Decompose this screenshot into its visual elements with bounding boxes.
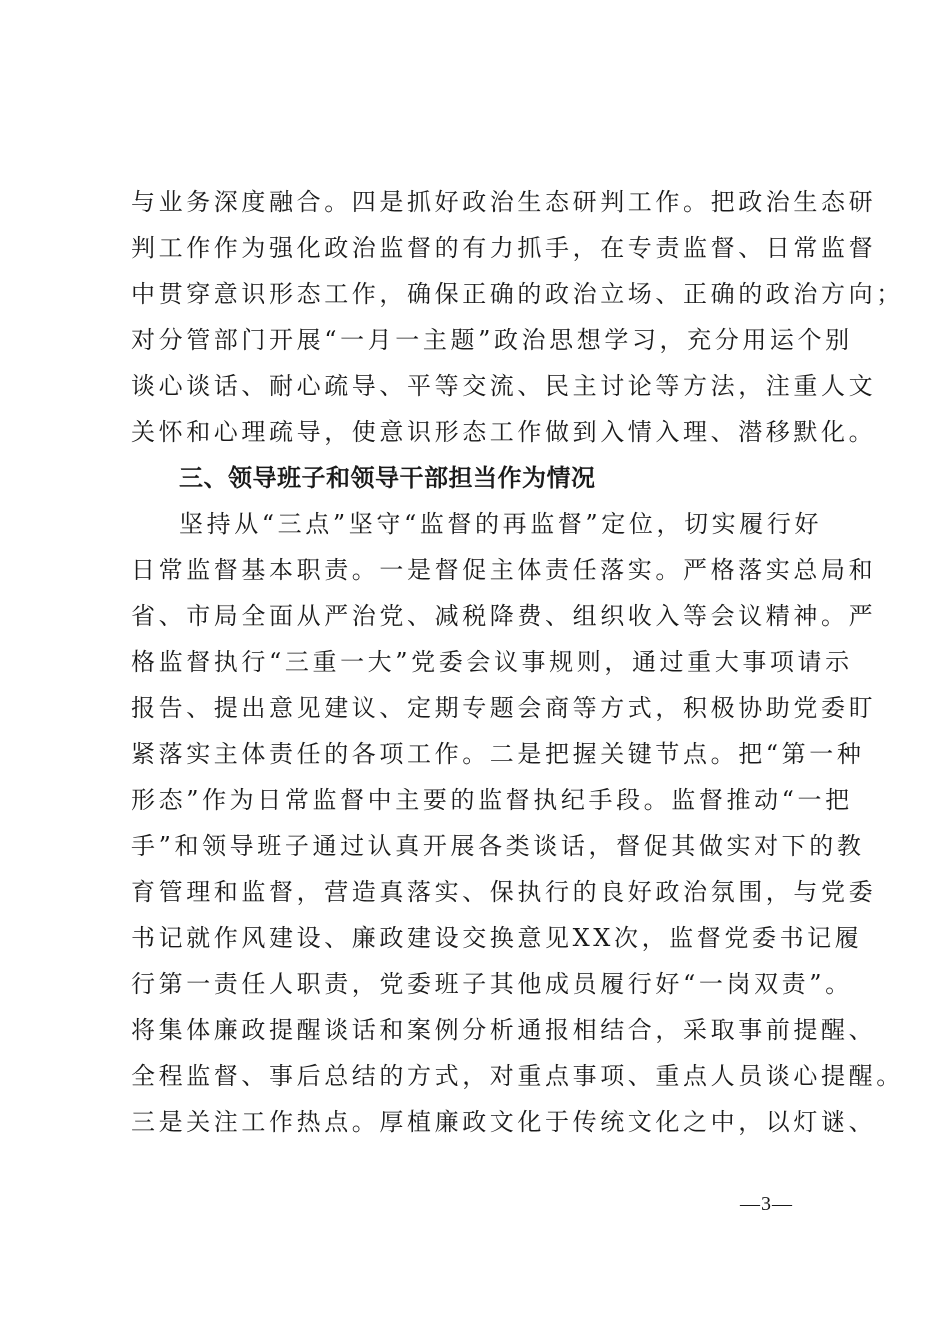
paragraph-line: 紧落实主体责任的各项工作。二是把握关键节点。把“第一种 [131,740,865,768]
paragraph-line: 省、市局全面从严治党、减税降费、组织收入等会议精神。严 [131,602,877,630]
paragraph-line: 报告、提出意见建议、定期专题会商等方式，积极协助党委盯 [131,694,877,722]
section-heading: 三、领导班子和领导干部担当作为情况 [179,464,596,492]
paragraph-line: 中贯穿意识形态工作，确保正确的政治立场、正确的政治方向； [131,280,904,308]
paragraph-line: 谈心谈话、耐心疏导、平等交流、民主讨论等方法，注重人文 [131,372,877,400]
paragraph-line: 格监督执行“三重一大”党委会议事规则，通过重大事项请示 [131,648,853,676]
page-number: —3— [740,1193,793,1215]
paragraph-line: 坚持从“三点”坚守“监督的再监督”定位，切实履行好 [179,510,823,538]
paragraph-line: 判工作作为强化政治监督的有力抓手，在专责监督、日常监督 [131,234,877,262]
paragraph-line: 对分管部门开展“一月一主题”政治思想学习，充分用运个别 [131,326,853,354]
paragraph-line: 育管理和监督，营造真落实、保执行的良好政治氛围，与党委 [131,878,877,906]
paragraph-line: 将集体廉政提醒谈话和案例分析通报相结合，采取事前提醒、 [131,1016,877,1044]
paragraph-line: 行第一责任人职责，党委班子其他成员履行好“一岗双责”。 [131,970,853,998]
paragraph-line: 形态”作为日常监督中主要的监督执纪手段。监督推动“一把 [131,786,853,814]
paragraph-line: 三是关注工作热点。厚植廉政文化于传统文化之中，以灯谜、 [131,1108,877,1136]
paragraph-line: 关怀和心理疏导，使意识形态工作做到入情入理、潜移默化。 [131,418,877,446]
body-text [131,179,904,1145]
paragraph-line: 手”和领导班子通过认真开展各类谈话，督促其做实对下的教 [131,832,865,860]
paragraph-line: 全程监督、事后总结的方式，对重点事项、重点人员谈心提醒。 [131,1062,904,1090]
paragraph-line: 书记就作风建设、廉政建设交换意见XX次，监督党委书记履 [131,924,863,952]
paragraph-line: 与业务深度融合。四是抓好政治生态研判工作。把政治生态研 [131,188,877,216]
paragraph-line: 日常监督基本职责。一是督促主体责任落实。严格落实总局和 [131,556,877,584]
